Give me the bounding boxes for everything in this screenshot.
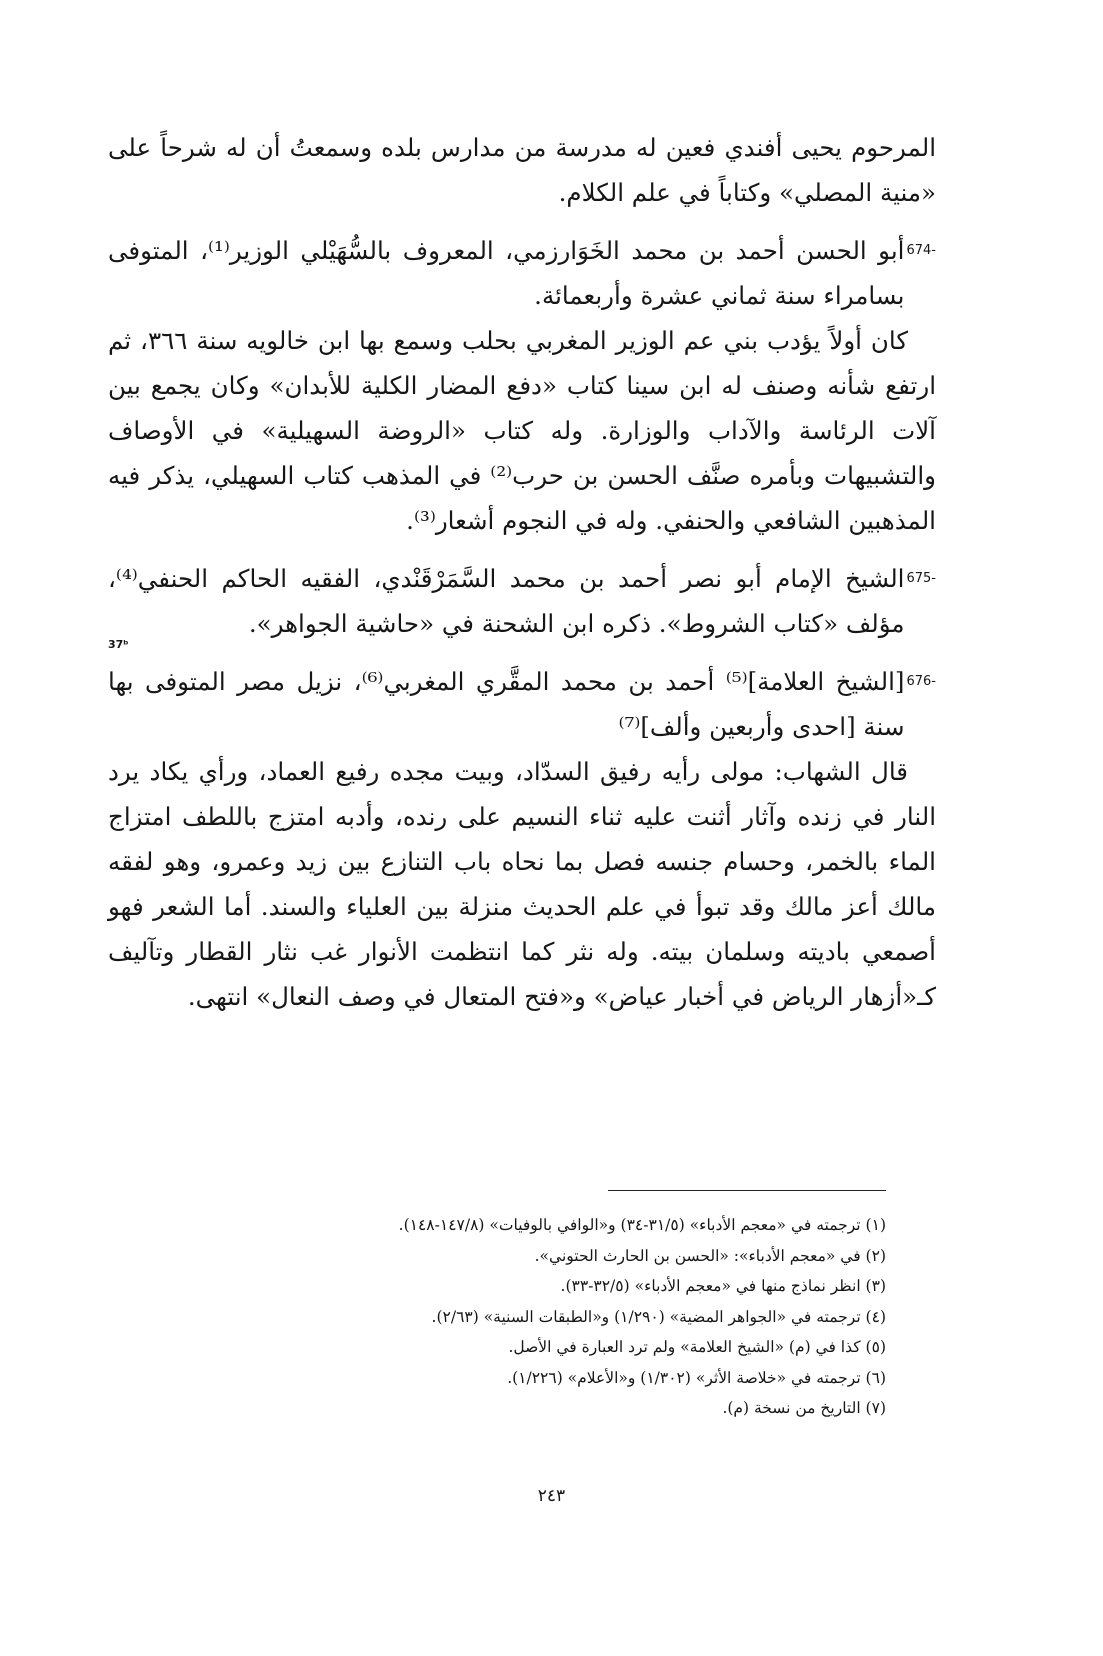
entry-number: 674- xyxy=(906,243,936,258)
footnote: (٣) انظر نماذج منها في «معجم الأدباء» (٣٢/٥-٣٣). xyxy=(560,1277,886,1295)
page-number: ٢٤٣ xyxy=(537,1486,566,1506)
footnote: (٥) كذا في (م) «الشيخ العلامة» ولم ترد العبارة في الأصل. xyxy=(508,1338,886,1356)
entry-674-body: كان أولاً يؤدب بني عم الوزير المغربي بحلب وسمع بها ابن خالويه سنة ٣٦٦، ثم ارتفع شأنه وصنف له ابن سينا كتاب «دفع المضار الكلية للأبدان» وكان يجمع بين آلات الرئاسة والآداب والوزارة. وله كتاب «الروضة السهيلية» في الأوصاف والتشبيهات وبأمره صنَّف الحسن بن حرب⁽²⁾ في المذهب كتاب السهيلي، يذكر فيه المذهبين الشافعي والحنفي. وله في النجوم أشعار⁽³⁾. xyxy=(108,326,937,535)
footnote: (٢) في «معجم الأدباء»: «الحسن بن الحارث الحتوني». xyxy=(534,1246,886,1265)
footnotes xyxy=(300,1210,886,1424)
main-text xyxy=(108,125,936,1019)
entry-number: 675- xyxy=(906,571,936,586)
folio-marker: 37ᵇ xyxy=(108,638,129,651)
entry-heading: الشيخ الإمام أبو نصر أحمد بن محمد السَّمَرْقَنْدي، الفقيه الحاكم الحنفي⁽⁴⁾، مؤلف «كتاب الشروط». ذكره ابن الشحنة في «حاشية الجواهر». xyxy=(108,564,905,638)
footnote: (٤) ترجمته في «الجواهر المضية» (١/٢٩٠) و«الطبقات السنية» (٢/٦٣). xyxy=(431,1307,886,1326)
entry-675 xyxy=(108,556,936,646)
continuation-paragraph: المرحوم يحيى أفندي فعين له مدرسة من مدارس بلده وسمعتُ أن له شرحاً على «منية المصلي» وكتاباً في علم الكلام. xyxy=(108,133,936,207)
entry-676 xyxy=(108,659,936,749)
entry-heading: أبو الحسن أحمد بن محمد الخَوَارزمي، المعروف بالسُّهَيْلي الوزير⁽¹⁾، المتوفى بسامراء سنة ثماني عشرة وأربعمائة. xyxy=(108,236,905,310)
footnote-separator xyxy=(608,1190,886,1191)
footnote: (٦) ترجمته في «خلاصة الأثر» (١/٣٠٢) و«الأعلام» (١/٢٢٦). xyxy=(507,1368,886,1387)
entry-676-body: قال الشهاب: مولى رأيه رفيق السدّاد، وبيت مجده رفيع العماد، ورأي يكاد يرد النار في زنده وآثار أثنت عليه ثناء النسيم على رنده، وأدبه امتزج باللطف امتزاج الماء بالخمر، وحسام جنسه فصل بما نحاه باب التنازع بين زيد وعمرو، وهو لفقه مالك أعز مالك وقد تبوأ في علم الحديث منزلة بين العلياء والسند. أما الشعر فهو أصمعي باديته وسلمان بيته. وله نثر كما انتظمت الأنوار غب نثار القطار وتآليف كـ«أزهار الرياض في أخبار عياض» و«فتح المتعال في وصف النعال» انتهى. xyxy=(108,757,936,1011)
entry-heading: [الشيخ العلامة]⁽⁵⁾ أحمد بن محمد المقَّري المغربي⁽⁶⁾، نزيل مصر المتوفى بها سنة [احدى وأربعين وألف]⁽⁷⁾ xyxy=(108,667,905,741)
footnote: (١) ترجمته في «معجم الأدباء» (٣١/٥-٣٤) و«الوافي بالوفيات» (١٤٧/٨-١٤٨). xyxy=(398,1216,886,1234)
footnote: (٧) التاريخ من نسخة (م). xyxy=(722,1399,886,1417)
entry-number: 676- xyxy=(906,674,936,689)
entry-674 xyxy=(108,228,936,318)
